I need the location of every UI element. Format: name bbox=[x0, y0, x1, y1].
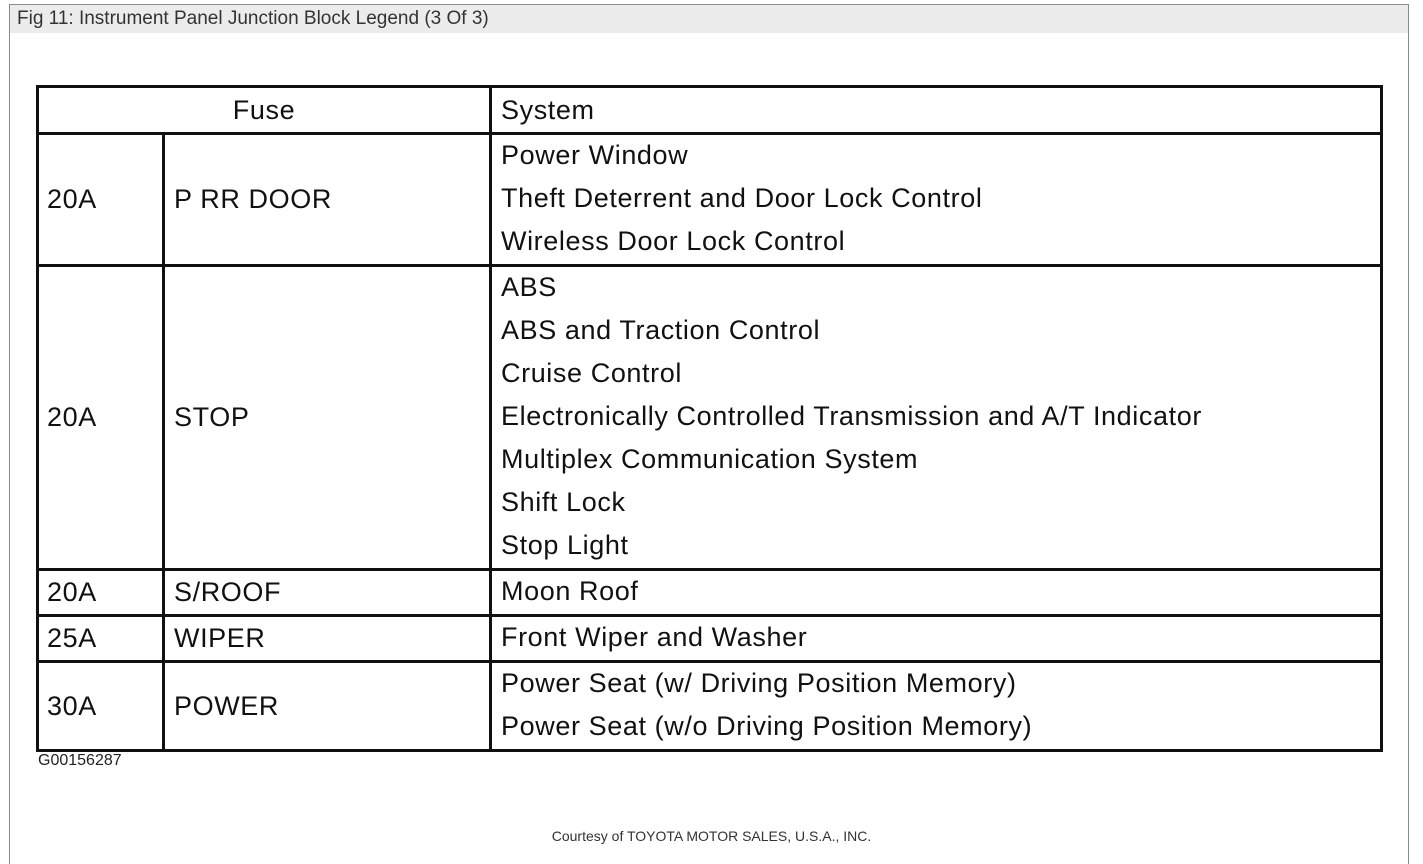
fuse-amperage: 20A bbox=[38, 266, 164, 570]
system-cell bbox=[491, 662, 1382, 751]
fuse-name: P RR DOOR bbox=[164, 134, 491, 266]
fuse-name: WIPER bbox=[164, 616, 491, 662]
system-item: Power Seat (w/ Driving Position Memory) bbox=[501, 668, 1017, 698]
system-item: ABS bbox=[501, 272, 557, 302]
system-item: Moon Roof bbox=[501, 576, 639, 606]
fuse-amperage: 20A bbox=[38, 570, 164, 616]
fuse-legend-table bbox=[36, 85, 1383, 752]
system-column-header: System bbox=[491, 87, 1382, 134]
table-row bbox=[38, 662, 1382, 751]
system-item: Theft Deterrent and Door Lock Control bbox=[501, 183, 983, 213]
system-cell bbox=[491, 616, 1382, 662]
system-item: Stop Light bbox=[501, 530, 629, 560]
fuse-amperage: 20A bbox=[38, 134, 164, 266]
fuse-amperage: 30A bbox=[38, 662, 164, 751]
system-item: Front Wiper and Washer bbox=[501, 622, 808, 652]
fuse-name: STOP bbox=[164, 266, 491, 570]
system-item: Power Seat (w/o Driving Position Memory) bbox=[501, 711, 1033, 741]
fuse-name: S/ROOF bbox=[164, 570, 491, 616]
fuse-column-header: Fuse bbox=[38, 87, 491, 134]
table-row bbox=[38, 616, 1382, 662]
figure-title: Fig 11: Instrument Panel Junction Block Legend (3 Of 3) bbox=[10, 5, 1408, 33]
system-cell bbox=[491, 570, 1382, 616]
system-item: ABS and Traction Control bbox=[501, 315, 821, 345]
courtesy-credit: Courtesy of TOYOTA MOTOR SALES, U.S.A., INC. bbox=[551, 828, 872, 844]
fuse-amperage: 25A bbox=[38, 616, 164, 662]
system-item: Cruise Control bbox=[501, 358, 682, 388]
system-item: Power Window bbox=[501, 140, 689, 170]
system-cell bbox=[491, 266, 1382, 570]
system-item: Electronically Controlled Transmission and A/T Indicator bbox=[501, 401, 1202, 431]
table-row bbox=[38, 266, 1382, 570]
figure-id: G00156287 bbox=[38, 752, 122, 769]
table-row bbox=[38, 134, 1382, 266]
fuse-name: POWER bbox=[164, 662, 491, 751]
system-item: Multiplex Communication System bbox=[501, 444, 919, 474]
table-row bbox=[38, 570, 1382, 616]
table-header-row bbox=[38, 87, 1382, 134]
system-item: Wireless Door Lock Control bbox=[501, 226, 846, 256]
system-cell bbox=[491, 134, 1382, 266]
system-item: Shift Lock bbox=[501, 487, 626, 517]
